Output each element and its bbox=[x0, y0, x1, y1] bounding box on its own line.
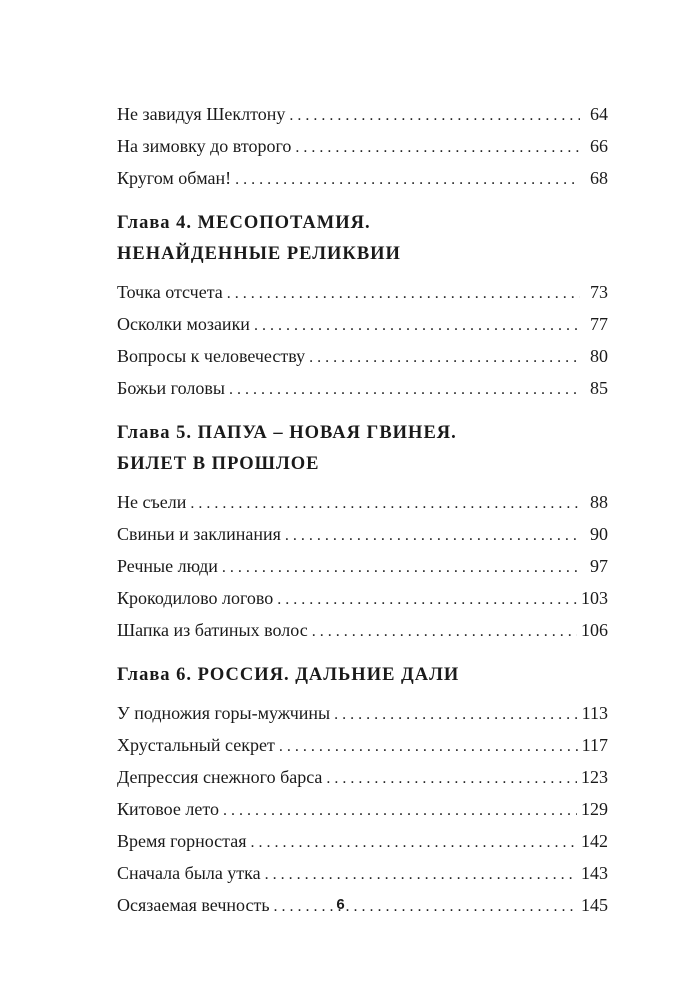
toc-entry bbox=[117, 98, 608, 130]
chapter-heading-line: БИЛЕТ В ПРОШЛОЕ bbox=[117, 454, 320, 474]
toc-entry-title: Свиньи и заклинания bbox=[117, 524, 281, 544]
toc-entry bbox=[117, 550, 608, 582]
toc-section bbox=[117, 660, 608, 921]
toc-entry-page: 123 bbox=[581, 767, 608, 787]
dot-leader bbox=[285, 520, 580, 552]
toc-entry-page: 142 bbox=[581, 831, 608, 851]
toc-entry-title: У подножия горы-мужчины bbox=[117, 703, 331, 723]
toc-entry-title: Время горностая bbox=[117, 831, 247, 851]
toc-entry-page: 64 bbox=[590, 104, 608, 124]
toc-entry bbox=[117, 697, 608, 729]
toc-entry-title: Не съели bbox=[117, 492, 187, 512]
chapter-heading-line: НЕНАЙДЕННЫЕ РЕЛИКВИИ bbox=[117, 244, 401, 264]
toc-entry-title: Осязаемая вечность bbox=[117, 895, 270, 915]
toc-entry-title: Вопросы к человечеству bbox=[117, 346, 306, 366]
toc-entry bbox=[117, 372, 608, 404]
toc-entry bbox=[117, 582, 608, 614]
toc-entry bbox=[117, 162, 608, 194]
toc-entry-page: 80 bbox=[590, 346, 608, 366]
toc-section bbox=[117, 208, 608, 404]
toc-entry-page: 106 bbox=[581, 620, 608, 640]
toc-entry-title: Речные люди bbox=[117, 556, 218, 576]
dot-leader bbox=[289, 100, 580, 132]
toc-entry-page: 103 bbox=[581, 588, 608, 608]
chapter-heading-line: Глава 6. РОССИЯ. ДАЛЬНИЕ ДАЛИ bbox=[117, 665, 460, 685]
chapter-heading bbox=[117, 418, 608, 480]
dot-leader bbox=[312, 616, 577, 648]
toc-entry bbox=[117, 857, 608, 889]
toc-entry bbox=[117, 486, 608, 518]
table-of-contents bbox=[117, 98, 608, 921]
toc-entry-page: 88 bbox=[590, 492, 608, 512]
chapter-heading bbox=[117, 660, 608, 691]
dot-leader bbox=[235, 164, 580, 196]
dot-leader bbox=[326, 763, 577, 795]
toc-entry bbox=[117, 308, 608, 340]
dot-leader bbox=[277, 584, 577, 616]
chapter-heading-line: Глава 4. МЕСОПОТАМИЯ. bbox=[117, 213, 371, 233]
dot-leader bbox=[295, 132, 580, 164]
toc-entry bbox=[117, 793, 608, 825]
toc-entry-title: Крокодилово логово bbox=[117, 588, 274, 608]
toc-entry-title: Осколки мозаики bbox=[117, 314, 250, 334]
toc-entry bbox=[117, 130, 608, 162]
toc-entry bbox=[117, 825, 608, 857]
toc-entry-title: Точка отсчета bbox=[117, 282, 223, 302]
dot-leader bbox=[334, 699, 578, 731]
toc-entry bbox=[117, 614, 608, 646]
toc-entry-page: 85 bbox=[590, 378, 608, 398]
toc-entry-page: 73 bbox=[590, 282, 608, 302]
toc-entry-page: 77 bbox=[590, 314, 608, 334]
dot-leader bbox=[222, 552, 580, 584]
toc-entry-title: Хрустальный секрет bbox=[117, 735, 275, 755]
toc-entry-title: Сначала была утка bbox=[117, 863, 261, 883]
dot-leader bbox=[223, 795, 577, 827]
dot-leader bbox=[229, 374, 580, 406]
toc-entry-page: 68 bbox=[590, 168, 608, 188]
toc-entry-title: Не завидуя Шеклтону bbox=[117, 104, 286, 124]
toc-entry-page: 66 bbox=[590, 136, 608, 156]
toc-entry-page: 97 bbox=[590, 556, 608, 576]
toc-entry bbox=[117, 340, 608, 372]
toc-entry-title: Кругом обман! bbox=[117, 168, 232, 188]
toc-entry bbox=[117, 761, 608, 793]
dot-leader bbox=[227, 278, 580, 310]
toc-entry-title: Божьи головы bbox=[117, 378, 225, 398]
toc-entry bbox=[117, 729, 608, 761]
dot-leader bbox=[309, 342, 580, 374]
chapter-heading bbox=[117, 208, 608, 270]
toc-section bbox=[117, 98, 608, 194]
toc-entry-page: 113 bbox=[581, 703, 608, 723]
toc-section bbox=[117, 418, 608, 646]
toc-entry-page: 129 bbox=[581, 799, 608, 819]
toc-entry-page: 145 bbox=[581, 895, 608, 915]
toc-entry bbox=[117, 518, 608, 550]
dot-leader bbox=[254, 310, 580, 342]
page-number: 6 bbox=[336, 896, 345, 913]
dot-leader bbox=[251, 827, 577, 859]
toc-entry-title: Депрессия снежного барса bbox=[117, 767, 323, 787]
dot-leader bbox=[190, 488, 580, 520]
toc-entry-page: 117 bbox=[581, 735, 608, 755]
dot-leader bbox=[265, 859, 577, 891]
dot-leader bbox=[279, 731, 578, 763]
toc-entry-title: Шапка из батиных волос bbox=[117, 620, 308, 640]
toc-entry-title: На зимовку до второго bbox=[117, 136, 292, 156]
toc-entry-title: Китовое лето bbox=[117, 799, 219, 819]
chapter-heading-line: Глава 5. ПАПУА – НОВАЯ ГВИНЕЯ. bbox=[117, 423, 457, 443]
toc-entry-page: 90 bbox=[590, 524, 608, 544]
toc-entry-page: 143 bbox=[581, 863, 608, 883]
toc-entry bbox=[117, 276, 608, 308]
